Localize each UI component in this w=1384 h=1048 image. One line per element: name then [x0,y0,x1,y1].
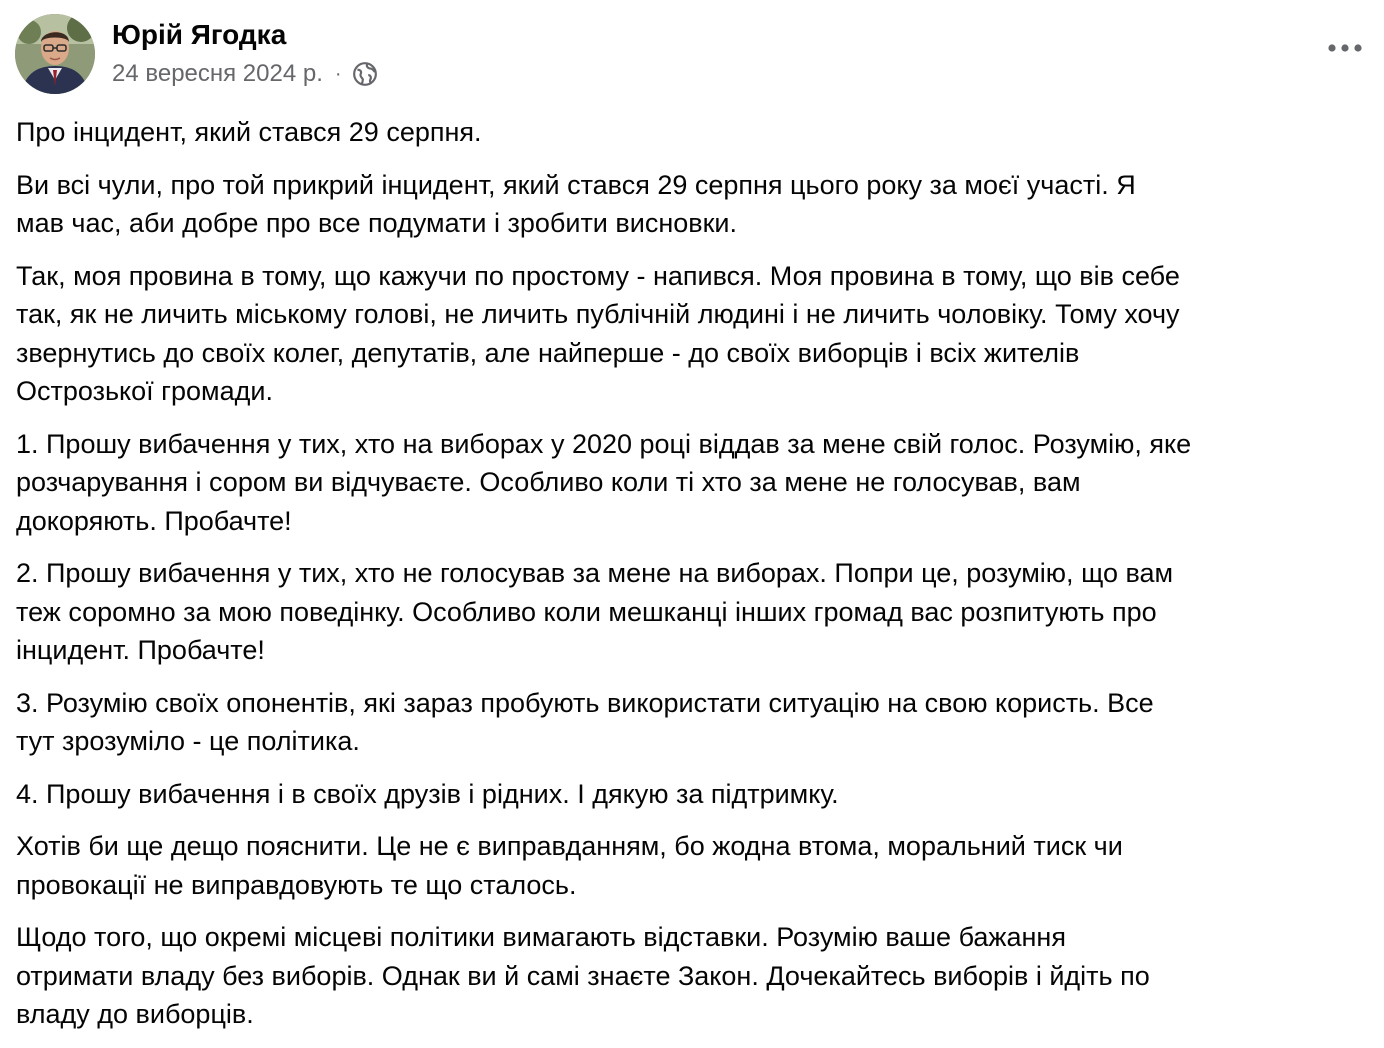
meta-separator: · [334,62,342,85]
paragraph-line: 4. Прошу вибачення і в своїх друзів і рідних. І дякую за підтримку. [16,778,839,809]
paragraph-line: отримати владу без виборів. Однак ви й самі знаєте Закон. Дочекайтесь виборів і йдіть по [16,960,1150,991]
post-text [16,113,1372,1048]
paragraph-line: Хотів би ще дещо пояснити. Це не є виправданням, бо жодна втома, моральний тиск чи [16,831,1123,861]
post-paragraph [16,425,1372,541]
post-paragraph [16,827,1372,904]
more-dots-icon [1327,44,1363,52]
paragraph-line: докоряють. Пробачте! [16,505,292,536]
paragraph-line: розчарування і сором ви відчуваєте. Особливо коли ті хто за мене не голосував, вам [16,467,1081,497]
post-paragraph [16,166,1372,243]
paragraph-line: Острозької громади. [16,376,273,406]
post-meta [112,58,378,90]
paragraph-line: владу до виборців. [16,999,254,1029]
paragraph-line: інцидент. Пробачте! [16,635,265,665]
paragraph-line: теж соромно за мою поведінку. Особливо коли мешканці інших громад вас розпитують про [16,596,1157,627]
paragraph-line: провокації не виправдовують те що сталось. [16,869,577,900]
paragraph-line: 1. Прошу вибачення у тих, хто на виборах у 2020 році віддав за мене свій голос. Розумію, яке [16,428,1192,459]
more-options-button[interactable] [1324,36,1366,60]
post-paragraph [16,684,1372,761]
author-avatar[interactable] [15,14,95,94]
paragraph-line: 2. Прошу вибачення у тих, хто не голосував за мене на виборах. Попри це, розумію, що вам [16,558,1174,588]
paragraph-line: Ви всі чули, про той прикрий інцидент, який стався 29 серпня цього року за моєї участі. Я [16,169,1136,200]
paragraph-line: Про інцидент, який стався 29 серпня. [16,117,482,147]
paragraph-line: 3. Розумію своїх опонентів, які зараз пробують використати ситуацію на свою користь. Все [16,687,1154,718]
post-date[interactable]: 24 вересня 2024 р. [112,60,323,87]
post-paragraph [16,554,1372,670]
post-paragraph [16,775,1372,814]
author-name[interactable]: Юрій Ягодка [112,19,287,50]
paragraph-line: звернутись до своїх колег, депутатів, але найперше - до своїх виборців і всіх жителів [16,337,1080,368]
post-header [15,14,1366,94]
paragraph-line: Так, моя провина в тому, що кажучи по простому - напився. Моя провина в тому, що вів себе [16,260,1180,291]
post-paragraph [16,918,1372,1034]
post-paragraph [16,113,1372,152]
post-paragraph [16,257,1372,411]
paragraph-line: так, як не личить міському голові, не личить публічній людині і не личить чоловіку. Тому хочу [16,299,1180,329]
globe-icon[interactable] [352,61,378,87]
paragraph-line: Щодо того, що окремі місцеві політики вимагають відставки. Розумію ваше бажання [16,922,1066,952]
paragraph-line: тут зрозуміло - це політика. [16,726,360,756]
person-avatar-icon [15,14,95,94]
paragraph-line: мав час, аби добре про все подумати і зробити висновки. [16,208,737,238]
